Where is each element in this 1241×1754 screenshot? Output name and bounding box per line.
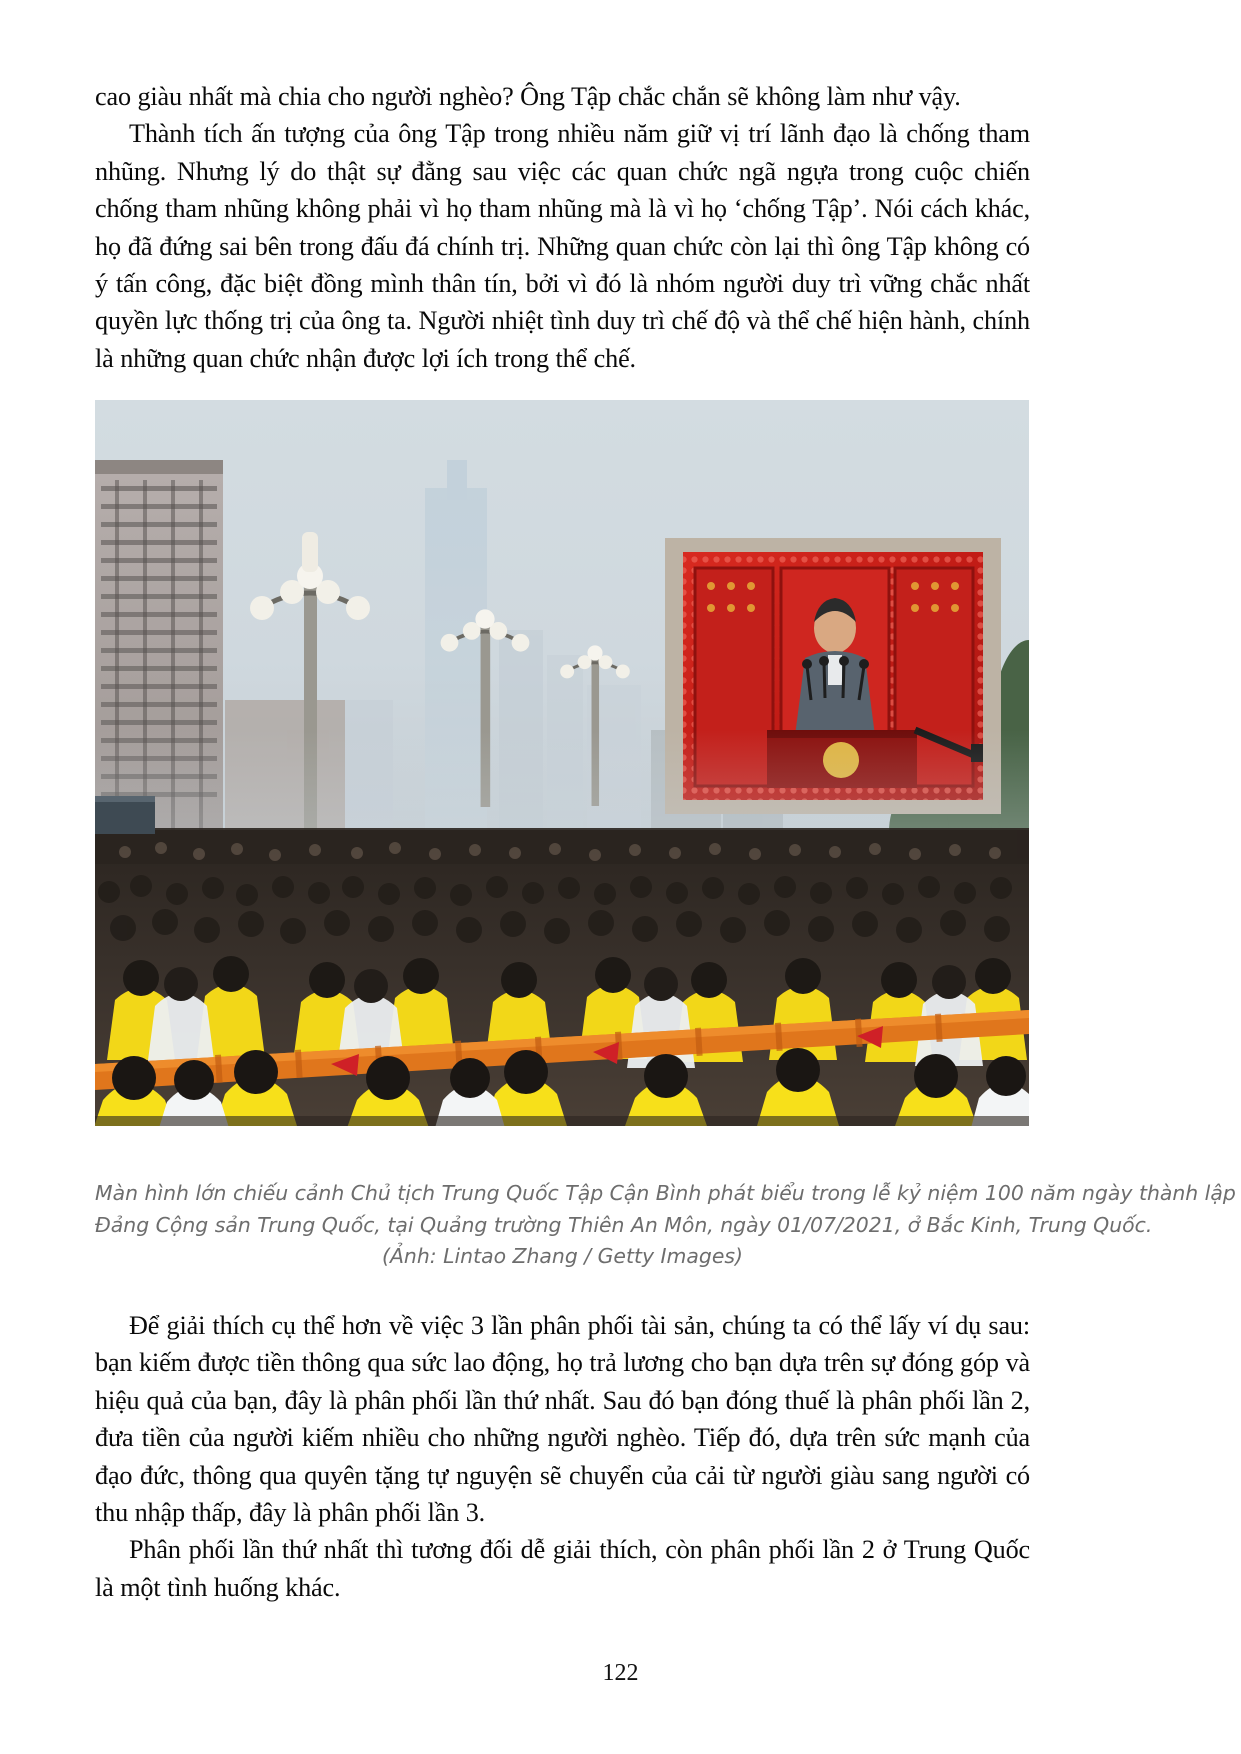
page-number: 122 — [602, 1660, 639, 1686]
caption-line-3: (Ảnh: Lintao Zhang / Getty Images) — [382, 1244, 743, 1268]
far-crowd — [95, 828, 1029, 864]
caption-line-2: Đảng Cộng sản Trung Quốc, tại Quảng trường Thiên An Môn, ngày 01/07/2021, ở Bắc Kinh, Trung Quốc. — [95, 1212, 1153, 1237]
paragraph-xi-anticorruption: Thành tích ấn tượng của ông Tập trong nhiều năm giữ vị trí lãnh đạo là chống tham nhũng. Nhưng lý do thật sự đằng sau việc các quan chức ngã ngựa trong cuộc chiến chống tham nhũng không phải vì họ tham nhũng mà là vì họ ‘chống Tập’. Nói cách khác, họ đã đứng sai bên trong đấu đá chính trị. Những quan chức còn lại thì ông Tập không có ý tấn công, đặc biệt đồng mình thân tín, bởi vì đó là nhóm người duy trì vững chắc nhất quyền lực thống trị của ông ta. Người nhiệt tình duy trì chế độ và thể chế hiện hành, chính là những quan chức nhận được lợi ích trong thể chế. — [95, 119, 1030, 373]
paragraph-three-distributions: Để giải thích cụ thể hơn về việc 3 lần phân phối tài sản, chúng ta có thể lấy ví dụ sau: bạn kiếm được tiền thông qua sức lao động, họ trả lương cho bạn dựa trên sự đóng góp và hiệu quả của bạn, đây là phân phối lần thứ nhất. Sau đó bạn đóng thuế là phân phối lần 2, đưa tiền của người kiếm nhiều cho những người nghèo. Tiếp đó, dựa trên sức mạnh của đạo đức, thông qua quyên tặng tự nguyện sẽ chuyển của cải từ người giàu sang người có thu nhập thấp, đây là phân phối lần 3. — [95, 1311, 1030, 1528]
top-text-block — [95, 78, 1030, 377]
photo-illustration — [95, 400, 1029, 1126]
paragraph-first-distribution: Phân phối lần thứ nhất thì tương đối dễ giải thích, còn phân phối lần 2 ở Trung Quốc là một tình huống khác. — [95, 1535, 1030, 1602]
bottom-text-block — [95, 1307, 1030, 1606]
caption-line-1: Màn hình lớn chiếu cảnh Chủ tịch Trung Quốc Tập Cận Bình phát biểu trong lễ kỷ niệm 100 năm ngày thành lập — [95, 1181, 1236, 1205]
paragraph-continuation: cao giàu nhất mà chia cho người nghèo? Ông Tập chắc chắn sẽ không làm như vậy. — [95, 82, 961, 111]
left-platform — [95, 796, 155, 834]
figure-tiananmen-photo — [95, 400, 1029, 1126]
figure-caption — [95, 1178, 1236, 1273]
